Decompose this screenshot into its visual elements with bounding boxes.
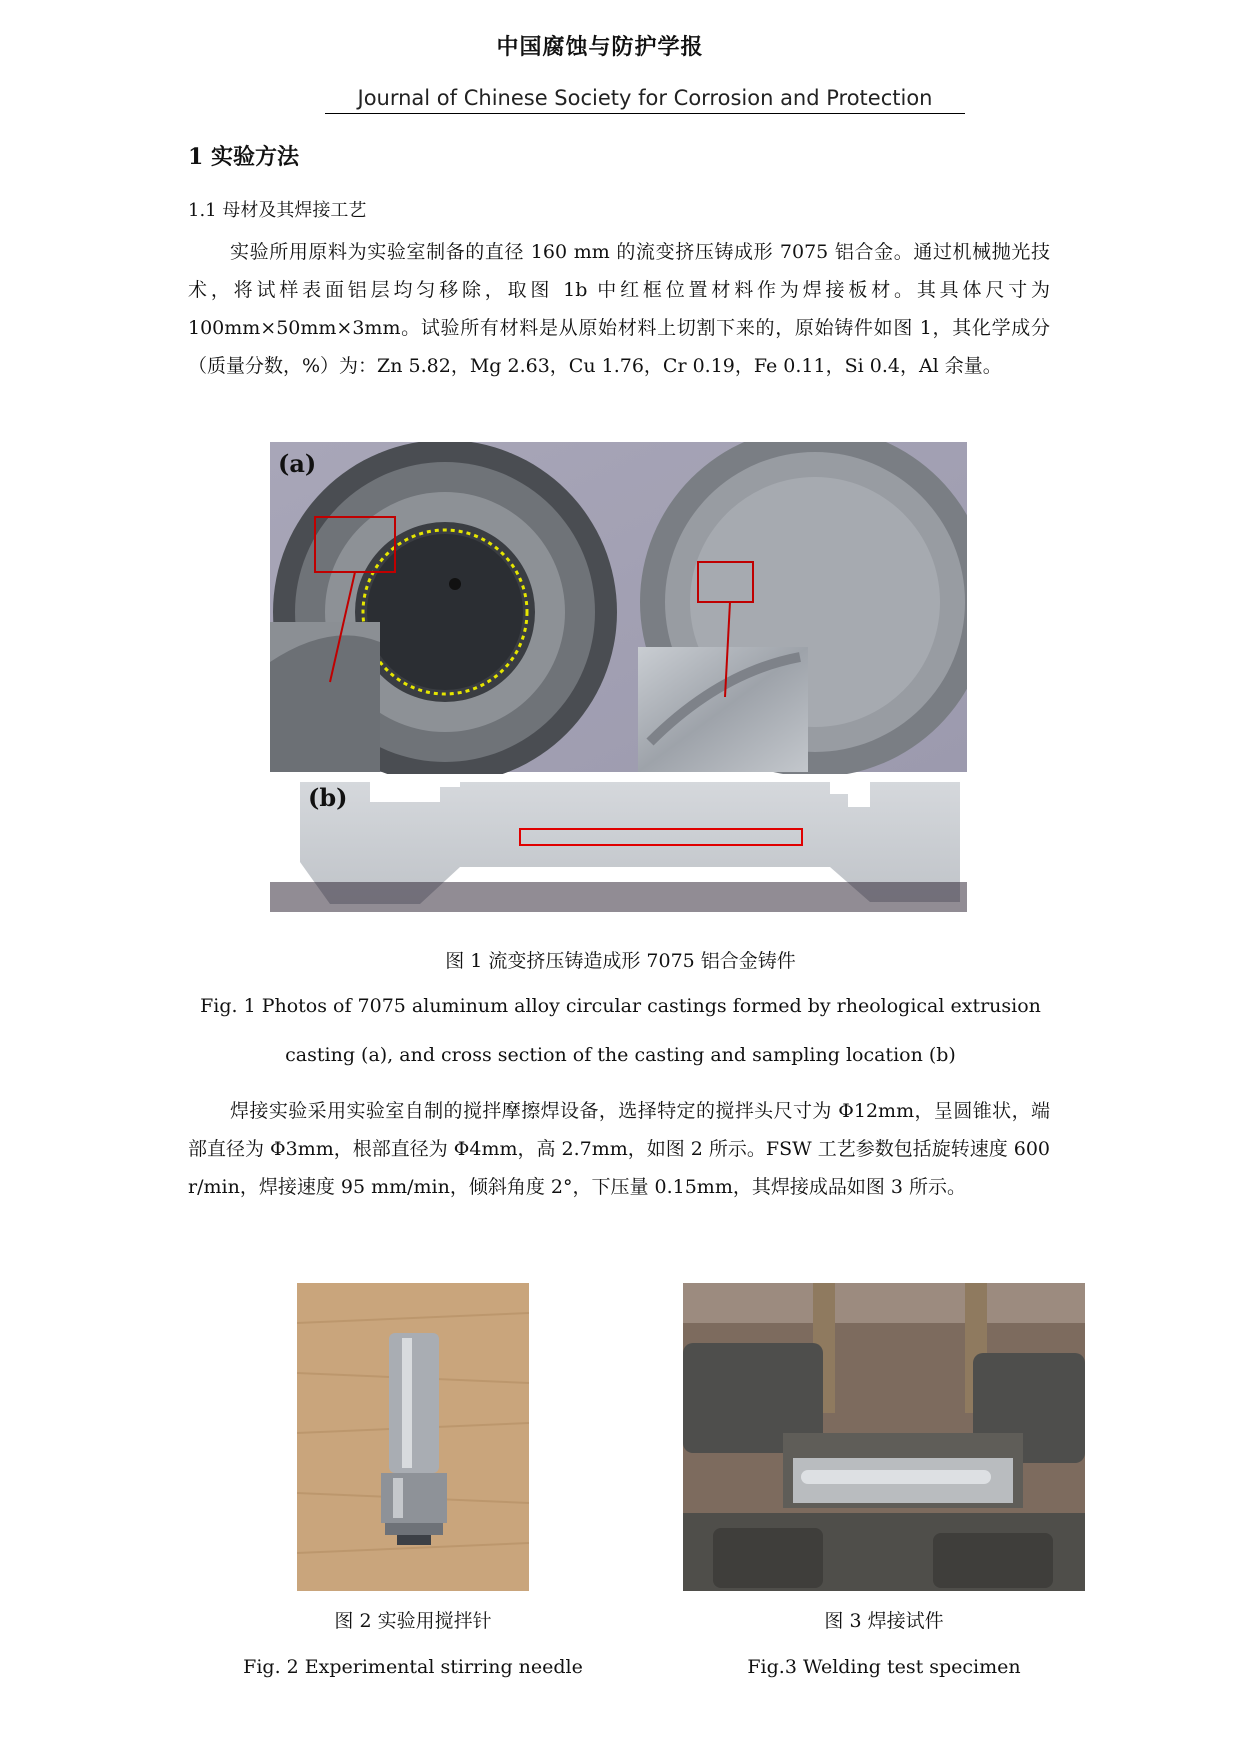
figure-1-caption-en-2: casting (a), and cross section of the casting and sampling location (b) bbox=[285, 1044, 956, 1066]
journal-title-en: Journal of Chinese Society for Corrosion and Protection bbox=[325, 86, 965, 114]
figure-3-caption-cn: 图 3 焊接试件 bbox=[824, 1610, 944, 1632]
section-title: 1 实验方法 bbox=[188, 144, 299, 170]
casting-photo-right bbox=[638, 442, 967, 777]
figure-1-caption-en-1: Fig. 1 Photos of 7075 aluminum alloy circular castings formed by rheological extrusion bbox=[200, 995, 1041, 1017]
stirring-needle-photo bbox=[297, 1283, 529, 1591]
journal-title-cn: 中国腐蚀与防护学报 bbox=[496, 35, 704, 60]
figure-3 bbox=[683, 1283, 1085, 1591]
figure-2 bbox=[297, 1283, 529, 1591]
casting-photo-left bbox=[270, 442, 617, 784]
figure-3-caption-en: Fig.3 Welding test specimen bbox=[747, 1656, 1021, 1678]
cross-section-photo bbox=[270, 774, 967, 912]
panel-b-label: (b) bbox=[308, 783, 348, 812]
figure-2-caption-en: Fig. 2 Experimental stirring needle bbox=[243, 1656, 583, 1678]
figure-1 bbox=[270, 442, 967, 912]
paragraph-text: 焊接实验采用实验室自制的搅拌摩擦焊设备，选择特定的搅拌头尺寸为 Φ12mm，呈圆锥状，端部直径为 Φ3mm，根部直径为 Φ4mm，高 2.7mm，如图 2 所示。FSW 工艺参数包括旋转速度 600 r/min，焊接速度 95 mm/min，倾斜角度 2°，下压量 0.15mm，其焊接成品如图 3 所示。 bbox=[188, 1100, 1051, 1198]
paragraph-text: 实验所用原料为实验室制备的直径 160 mm 的流变挤压铸成形 7075 铝合金。通过机械抛光技术，将试样表面铝层均匀移除，取图 1b 中红框位置材料作为焊接板材。其具体尺寸为 100mm×50mm×3mm。试验所有材料是从原始材料上切割下来的，原始铸件如图 1，其化学成分（质量分数，%）为：Zn 5.82，Mg 2.63，Cu 1.76，Cr 0.19，Fe 0.11，Si 0.4，Al 余量。 bbox=[188, 241, 1050, 377]
figure-1-image bbox=[270, 442, 967, 912]
figure-1-caption-cn: 图 1 流变挤压铸造成形 7075 铝合金铸件 bbox=[445, 950, 796, 972]
subsection-title: 1.1 母材及其焊接工艺 bbox=[188, 200, 367, 221]
paragraph-welding bbox=[188, 1092, 1050, 1206]
paragraph-materials bbox=[188, 233, 1050, 385]
figure-2-caption-cn: 图 2 实验用搅拌针 bbox=[334, 1610, 492, 1632]
welding-specimen-photo bbox=[683, 1283, 1085, 1591]
panel-a-label: (a) bbox=[278, 449, 317, 478]
